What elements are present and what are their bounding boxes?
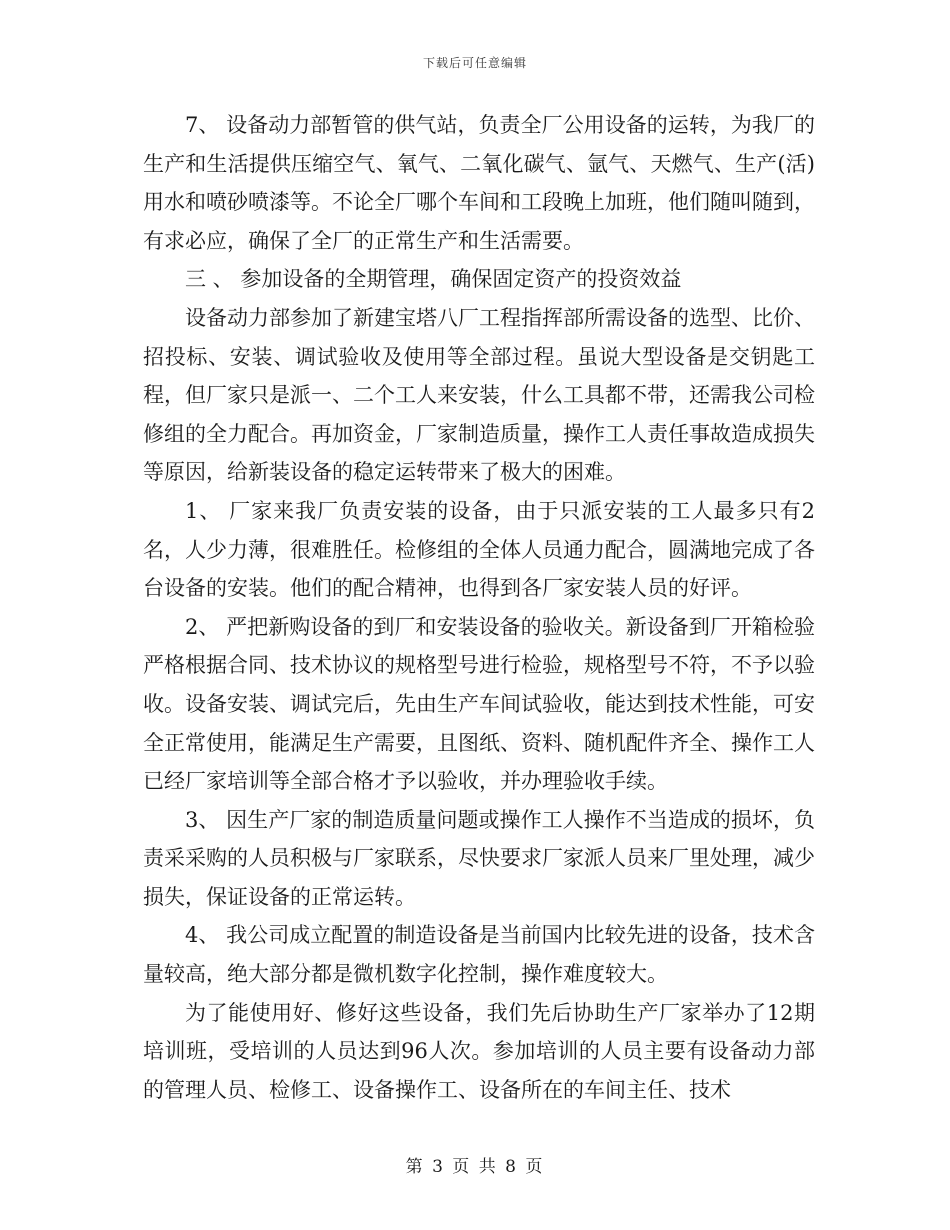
paragraph-item-3: 3、 因生产厂家的制造质量问题或操作工人操作不当造成的损坏，负责采采购的人员积极与厂家联系，尽快要求厂家派人员来厂里处理，减少损失，保证设备的正常运转。 — [143, 807, 815, 909]
paragraph-item-7: 7、 设备动力部暂管的供气站，负责全厂公用设备的运转，为我厂的生产和生活提供压缩空气、氧气、二氧化碳气、氩气、天燃气、生产(活)用水和喷砂喷漆等。不论全厂哪个车间和工段晚上加班，他们随叫随到，有求必应，确保了全厂的正常生产和生活需要。 — [143, 113, 815, 253]
document-body — [143, 106, 815, 1109]
section-heading-3: 三 、 参加设备的全期管理，确保固定资产的投资效益 — [185, 267, 682, 292]
paragraph-item-4: 4、 我公司成立配置的制造设备是当前国内比较先进的设备，技术含量较高，绝大部分都是微机数字化控制，操作难度较大。 — [143, 923, 815, 987]
paragraph-item-2: 2、 严把新购设备的到厂和安装设备的验收关。新设备到厂开箱检验严格根据合同、技术协议的规格型号进行检验，规格型号不符，不予以验收。设备安装、调试完后，先由生产车间试验收，能达到技术性能，可安全正常使用，能满足生产需要，且图纸、资料、随机配件齐全、操作工人已经厂家培训等全部合格才予以验收，并办理验收手续。 — [143, 614, 815, 794]
paragraph-item-1: 1、 厂家来我厂负责安装的设备，由于只派安装的工人最多只有2名，人少力薄，很难胜任。检修组的全体人员通力配合，圆满地完成了各台设备的安装。他们的配合精神，也得到各厂家安装人员的好评。 — [143, 498, 815, 601]
page-number: 第 3 页 共 8 页 — [405, 1157, 545, 1177]
page-header: 下载后可任意编辑 — [422, 56, 527, 70]
paragraph-training: 为了能使用好、修好这些设备，我们先后协助生产厂家举办了12期培训班，受培训的人员达到96人次。参加培训的人员主要有设备动力部的管理人员、检修工、设备操作工、设备所在的车间主任、技术 — [143, 1000, 815, 1102]
paragraph-intro: 设备动力部参加了新建宝塔八厂工程指挥部所需设备的选型、比价、招投标、安装、调试验收及使用等全部过程。虽说大型设备是交钥匙工程，但厂家只是派一、二个工人来安装，什么工具都不带，还需我公司检修组的全力配合。再加资金，厂家制造质量，操作工人责任事故造成损失等原因，给新装设备的稳定运转带来了极大的困难。 — [143, 305, 815, 485]
